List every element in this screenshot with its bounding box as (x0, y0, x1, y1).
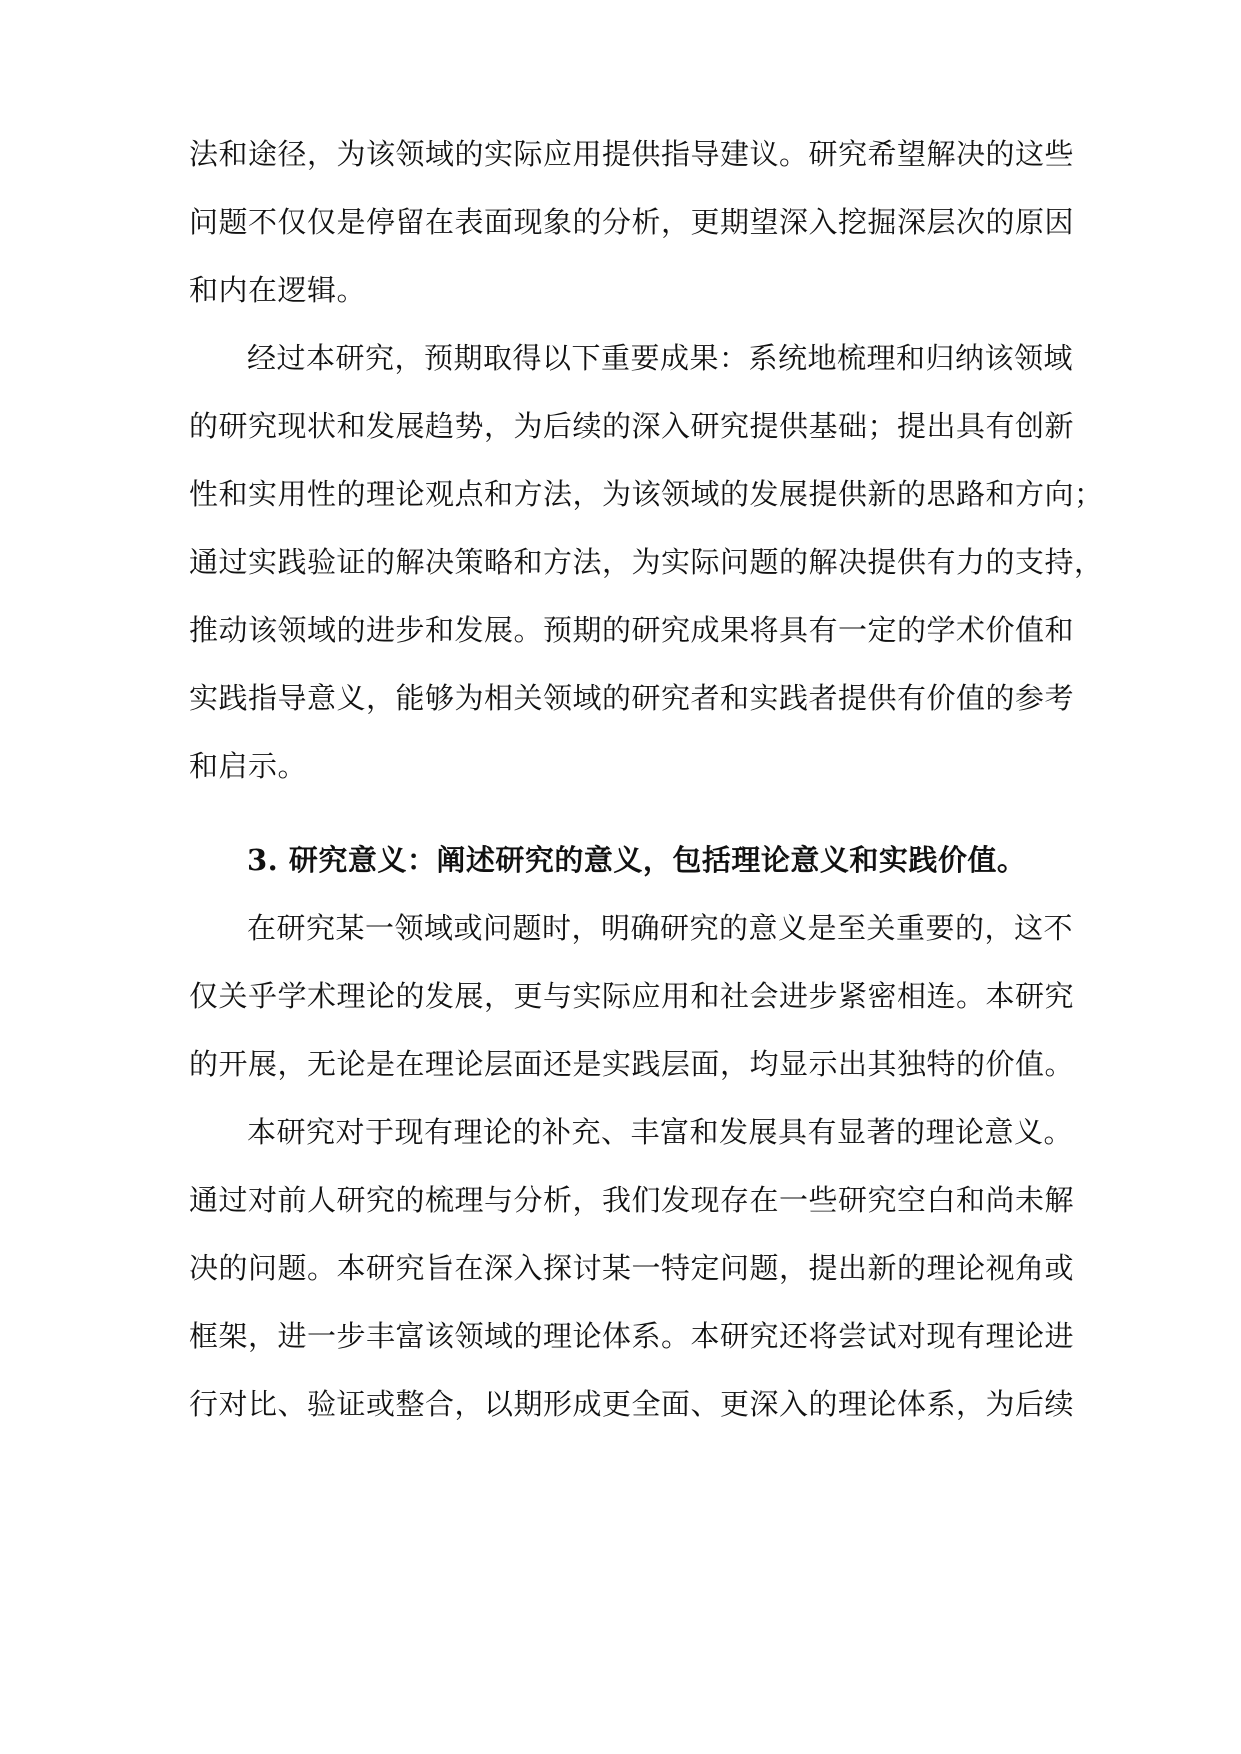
paragraph-2-line-6: 实践指导意义，能够为相关领域的研究者和实践者提供有价值的参考 (189, 681, 1075, 715)
paragraph-4-line-2: 通过对前人研究的梳理与分析，我们发现存在一些研究空白和尚未解 (189, 1183, 1075, 1217)
paragraph-2-line-5: 推动该领域的进步和发展。预期的研究成果将具有一定的学术价值和 (189, 613, 1075, 647)
paragraph-2-line-4: 通过实践验证的解决策略和方法，为实际问题的解决提供有力的支持， (189, 545, 1104, 579)
paragraph-4-line-3: 决的问题。本研究旨在深入探讨某一特定问题，提出新的理论视角或 (189, 1251, 1075, 1285)
paragraph-4-line-5: 行对比、验证或整合，以期形成更全面、更深入的理论体系，为后续 (189, 1387, 1075, 1421)
paragraph-3-line-3: 的开展，无论是在理论层面还是实践层面，均显示出其独特的价值。 (189, 1047, 1075, 1081)
paragraph-1-line-2: 问题不仅仅是停留在表面现象的分析，更期望深入挖掘深层次的原因 (189, 205, 1075, 239)
paragraph-4-line-4: 框架，进一步丰富该领域的理论体系。本研究还将尝试对现有理论进 (189, 1319, 1075, 1353)
paragraph-2-line-2: 的研究现状和发展趋势，为后续的深入研究提供基础；提出具有创新 (189, 409, 1075, 443)
paragraph-3-line-2: 仅关乎学术理论的发展，更与实际应用和社会进步紧密相连。本研究 (189, 979, 1075, 1013)
paragraph-1-line-1: 法和途径，为该领域的实际应用提供指导建议。研究希望解决的这些 (189, 137, 1075, 171)
paragraph-1-line-3: 和内在逻辑。 (189, 273, 367, 307)
section-heading: 3. 研究意义：阐述研究的意义，包括理论意义和实践价值。 (247, 843, 1027, 877)
paragraph-3-line-1: 在研究某一领域或问题时，明确研究的意义是至关重要的，这不 (247, 911, 1074, 945)
paragraph-2-line-1: 经过本研究，预期取得以下重要成果：系统地梳理和归纳该领域 (247, 341, 1074, 375)
paragraph-2-line-7: 和启示。 (189, 749, 308, 783)
paragraph-2-line-3: 性和实用性的理论观点和方法，为该领域的发展提供新的思路和方向； (189, 477, 1104, 511)
paragraph-4-line-1: 本研究对于现有理论的补充、丰富和发展具有显著的理论意义。 (247, 1115, 1074, 1149)
